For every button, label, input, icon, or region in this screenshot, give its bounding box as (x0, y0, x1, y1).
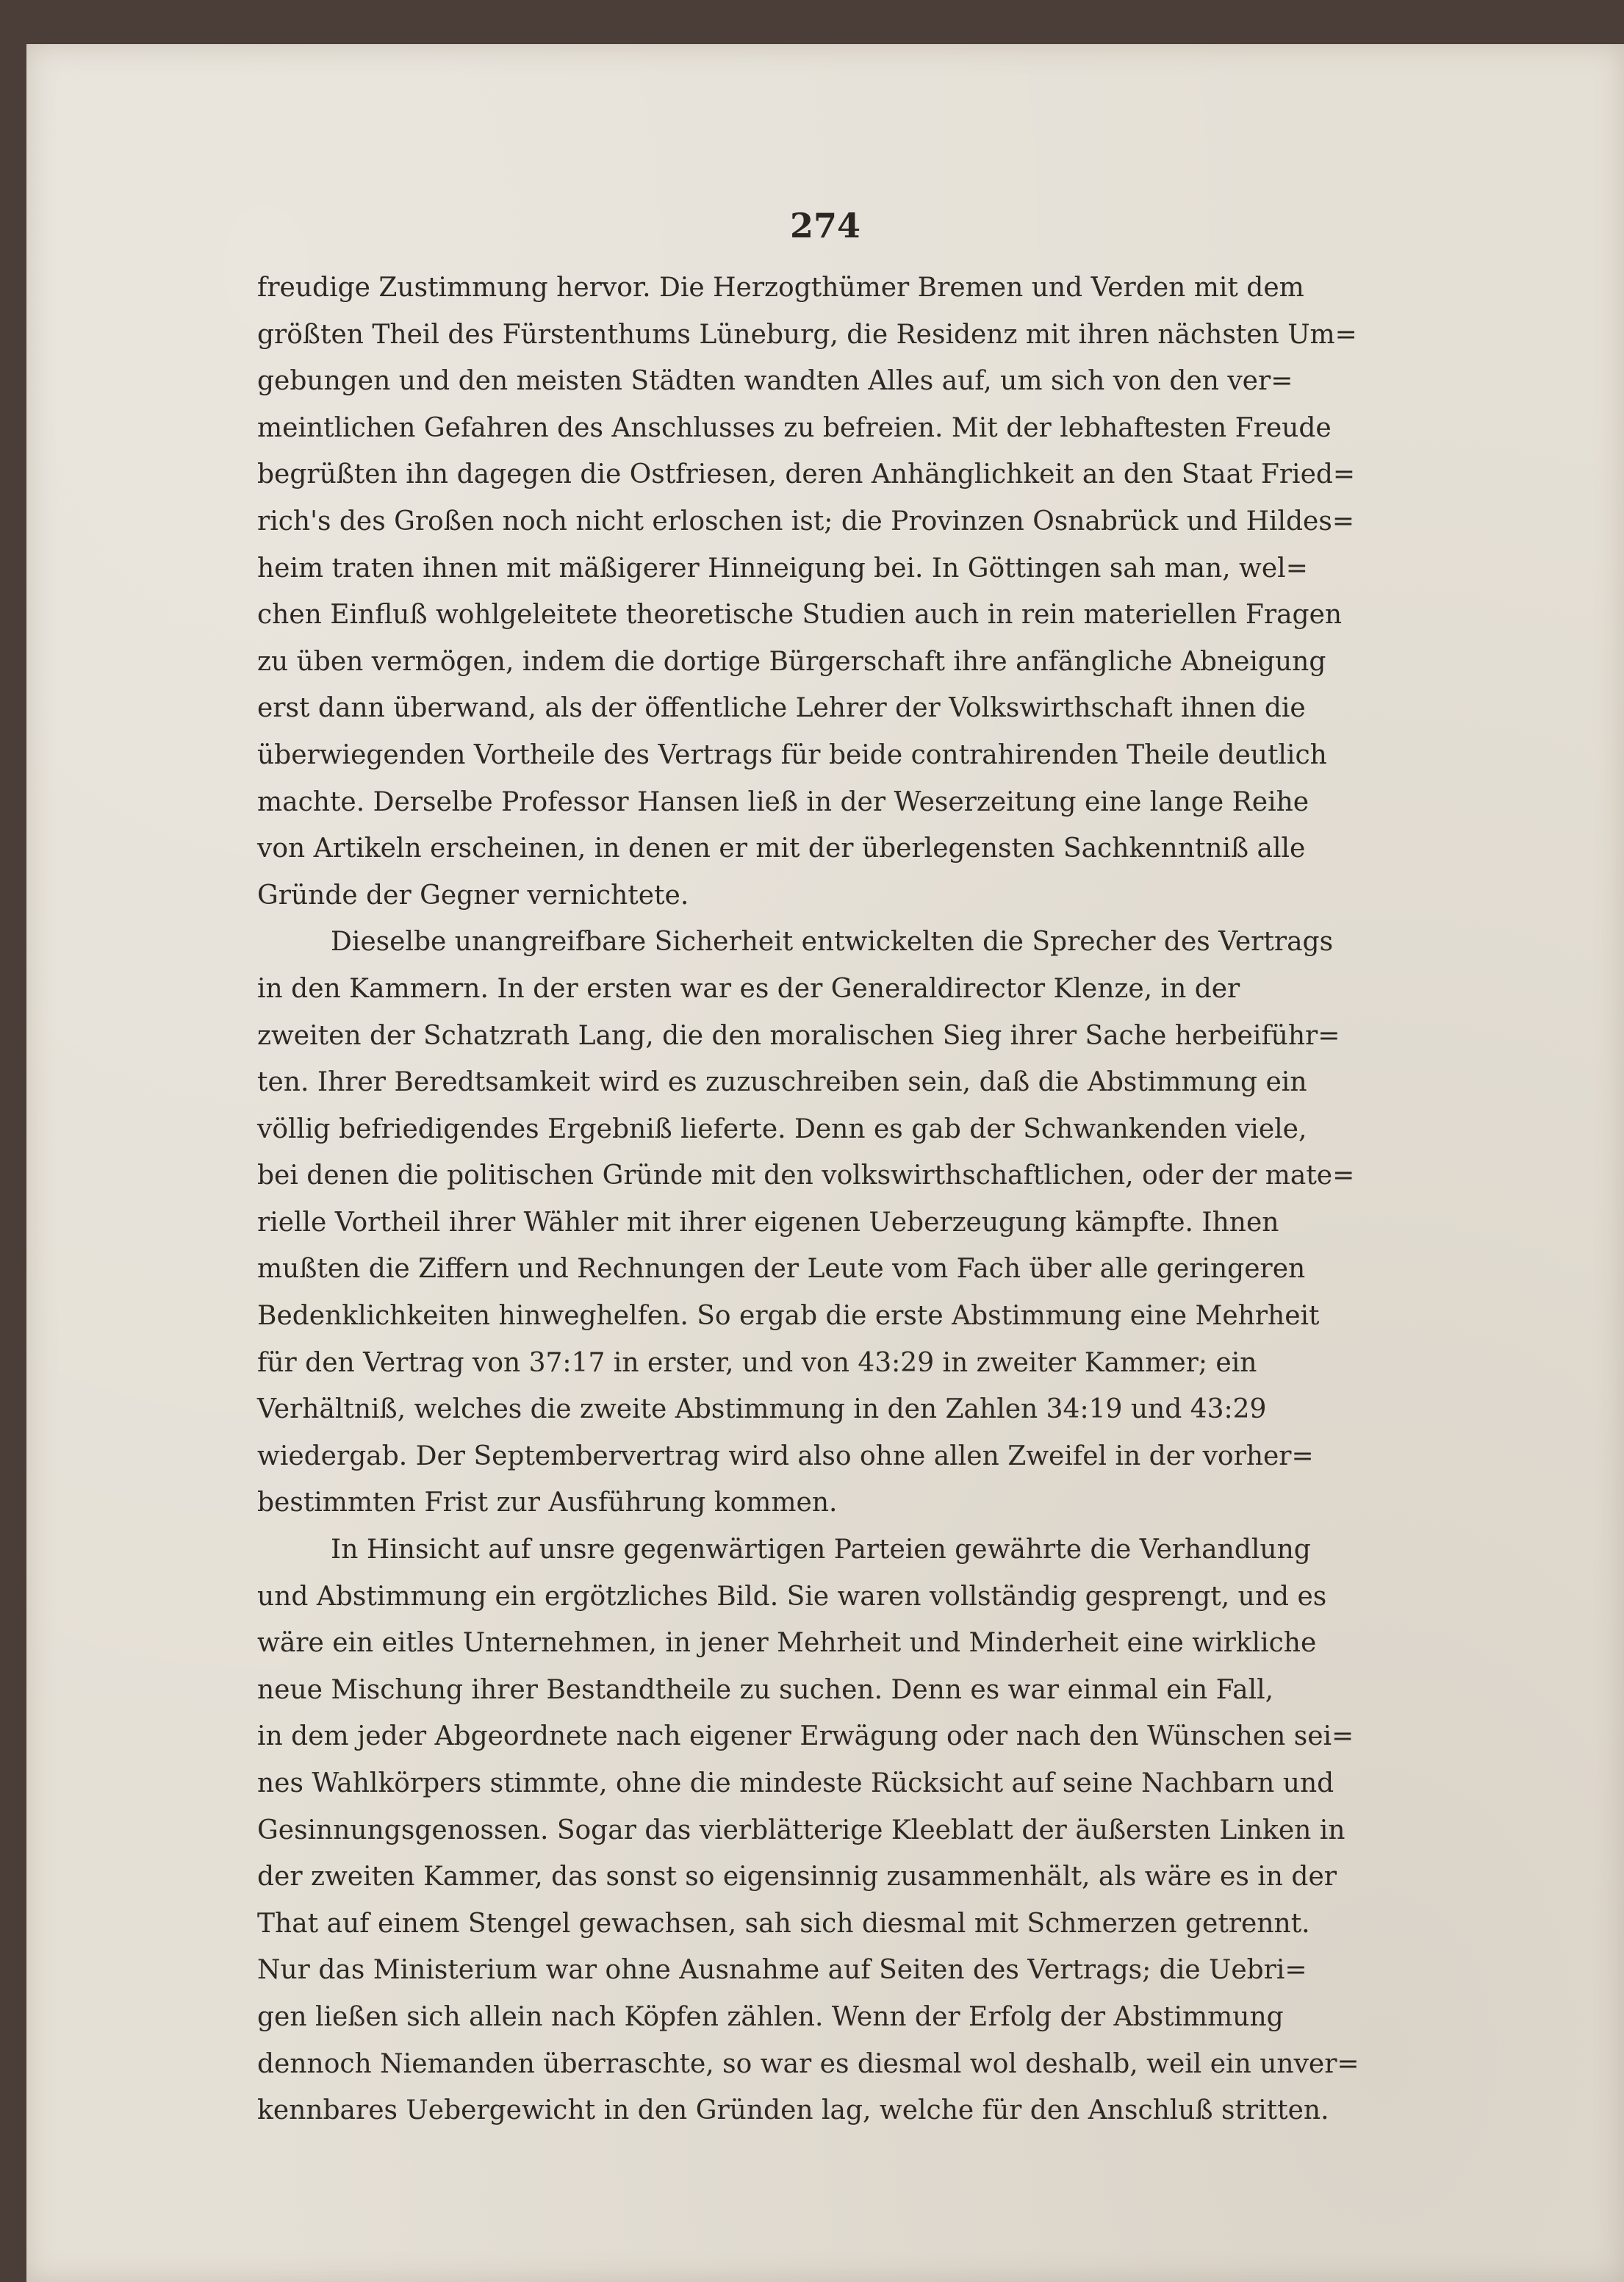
text-line: erst dann überwand, als der öffentliche Lehrer der Volkswirthschaft ihnen die (257, 693, 1306, 724)
paragraph-1 (257, 265, 1580, 919)
text-line: größten Theil des Fürstenthums Lüneburg, die Residenz mit ihren nächsten Um= (257, 319, 1357, 350)
text-line: in den Kammern. In der ersten war es der Generaldirector Klenze, in der (257, 973, 1240, 1004)
text-line: freudige Zustimmung hervor. Die Herzogthümer Bremen und Verden mit dem (257, 273, 1304, 303)
paragraph-2 (257, 919, 1580, 1526)
body-text (257, 265, 1580, 2134)
text-line: rich's des Großen noch nicht erloschen ist; die Provinzen Osnabrück und Hildes= (257, 506, 1354, 537)
text-line: kennbares Uebergewicht in den Gründen lag, welche für den Anschluß stritten. (257, 2095, 1329, 2126)
text-line: nes Wahlkörpers stimmte, ohne die mindeste Rücksicht auf seine Nachbarn und (257, 1768, 1334, 1798)
book-page (26, 44, 1624, 2282)
text-line: neue Mischung ihrer Bestandtheile zu suchen. Denn es war einmal ein Fall, (257, 1674, 1274, 1705)
text-line: wiedergab. Der Septembervertrag wird also ohne allen Zweifel in der vorher= (257, 1440, 1314, 1471)
text-line: chen Einfluß wohlgeleitete theoretische Studien auch in rein materiellen Fragen (257, 600, 1343, 631)
text-line: von Artikeln erscheinen, in denen er mit der überlegensten Sachkenntniß alle (257, 833, 1306, 864)
text-line: heim traten ihnen mit mäßigerer Hinneigung bei. In Göttingen sah man, wel= (257, 553, 1308, 584)
text-line: Nur das Ministerium war ohne Ausnahme auf Seiten des Vertrags; die Uebri= (257, 1955, 1307, 1986)
text-line: Gründe der Gegner vernichtete. (257, 880, 689, 911)
text-line: begrüßten ihn dagegen die Ostfriesen, deren Anhänglichkeit an den Staat Fried= (257, 459, 1356, 490)
text-line: meintlichen Gefahren des Anschlusses zu befreien. Mit der lebhaftesten Freude (257, 412, 1332, 443)
text-line: völlig befriedigendes Ergebniß lieferte. Denn es gab der Schwankenden viele, (257, 1113, 1307, 1144)
text-line: für den Vertrag von 37:17 in erster, und von 43:29 in zweiter Kammer; ein (257, 1347, 1257, 1378)
text-line: und Abstimmung ein ergötzliches Bild. Sie waren vollständig gesprengt, und es (257, 1581, 1327, 1612)
text-line: zweiten der Schatzrath Lang, die den moralischen Sieg ihrer Sache herbeiführ= (257, 1020, 1340, 1051)
text-line: Verhältniß, welches die zweite Abstimmung in den Zahlen 34:19 und 43:29 (257, 1394, 1267, 1425)
text-line: bei denen die politischen Gründe mit den volkswirthschaftlichen, oder der mate= (257, 1160, 1355, 1191)
text-line: in dem jeder Abgeordnete nach eigener Erwägung oder nach den Wünschen sei= (257, 1721, 1354, 1752)
page-number: 274 (789, 206, 861, 245)
text-line: bestimmten Frist zur Ausführung kommen. (257, 1488, 838, 1518)
text-line: gebungen und den meisten Städten wandten Alles auf, um sich von den ver= (257, 366, 1293, 397)
text-line: gen ließen sich allein nach Köpfen zählen. Wenn der Erfolg der Abstimmung (257, 2001, 1284, 2032)
text-line: Dieselbe unangreifbare Sicherheit entwickelten die Sprecher des Vertrags (331, 927, 1334, 958)
paragraph-3 (257, 1526, 1580, 2134)
text-line: überwiegenden Vortheile des Vertrags für beide contrahirenden Theile deutlich (257, 739, 1327, 770)
text-line: mußten die Ziffern und Rechnungen der Leute vom Fach über alle geringeren (257, 1254, 1306, 1285)
text-line: wäre ein eitles Unternehmen, in jener Mehrheit und Minderheit eine wirkliche (257, 1628, 1317, 1659)
text-line: dennoch Niemanden überraschte, so war es diesmal wol deshalb, weil ein unver= (257, 2048, 1359, 2079)
text-line: In Hinsicht auf unsre gegenwärtigen Parteien gewährte die Verhandlung (331, 1535, 1311, 1565)
text-line: rielle Vortheil ihrer Wähler mit ihrer eigenen Ueberzeugung kämpfte. Ihnen (257, 1207, 1279, 1238)
text-line: That auf einem Stengel gewachsen, sah sich diesmal mit Schmerzen getrennt. (257, 1908, 1310, 1939)
text-line: Gesinnungsgenossen. Sogar das vierblätterige Kleeblatt der äußersten Linken in (257, 1815, 1345, 1845)
text-line: der zweiten Kammer, das sonst so eigensinnig zusammenhält, als wäre es in der (257, 1862, 1337, 1892)
text-line: Bedenklichkeiten hinweghelfen. So ergab die erste Abstimmung eine Mehrheit (257, 1301, 1320, 1332)
text-line: ten. Ihrer Beredtsamkeit wird es zuzuschreiben sein, daß die Abstimmung ein (257, 1067, 1307, 1098)
text-line: machte. Derselbe Professor Hansen ließ in der Weserzeitung eine lange Reihe (257, 786, 1309, 817)
text-line: zu üben vermögen, indem die dortige Bürgerschaft ihre anfängliche Abneigung (257, 646, 1326, 677)
